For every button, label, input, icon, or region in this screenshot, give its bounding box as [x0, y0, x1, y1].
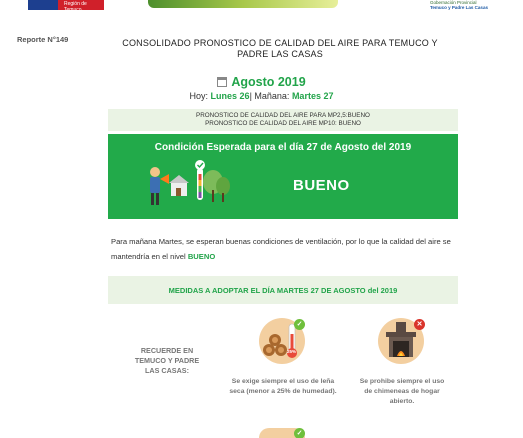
government-logo — [28, 0, 104, 13]
humidity-label: 25% — [287, 349, 297, 354]
measures-header: MEDIDAS A ADOPTAR EL DÍA MARTES 27 DE AGOSTO del 2019 — [108, 276, 458, 304]
forecast-summary-box — [108, 109, 458, 131]
header-banner — [148, 0, 338, 8]
check-icon: ✓ — [294, 319, 305, 330]
forecast-paragraph — [111, 234, 461, 264]
tomorrow-value: Martes 27 — [291, 91, 334, 101]
today-value: Lunes 26 — [210, 91, 250, 101]
recuerde-label: RECUERDE EN TEMUCO Y PADRE LAS CASAS: — [134, 346, 200, 375]
org-line-2: Temuco y Padre Las Casas — [430, 5, 488, 10]
condition-value: BUENO — [293, 177, 350, 194]
government-label: Región de Temuco — [64, 1, 87, 13]
today-prefix: Hoy: — [189, 91, 211, 101]
prohibited-icon: ✕ — [414, 319, 425, 330]
month-label: Agosto 2019 — [231, 75, 306, 89]
fireplace-caption: Se prohibe siempre el uso de chimeneas de hogar abierto. — [359, 378, 445, 405]
month-heading — [0, 75, 523, 89]
organization-label — [430, 0, 488, 10]
firewood-caption: Se exige siempre el uso de leña seca (menor a 25% de humedad). — [229, 378, 337, 395]
paragraph-text: Para mañana Martes, se esperan buenas condiciones de ventilación, por lo que la calidad del aire se mantendría en el nivel — [111, 237, 451, 261]
forecast-mp10: PRONOSTICO DE CALIDAD DEL AIRE MP10: BUENO — [205, 120, 361, 127]
calendar-icon — [217, 77, 227, 87]
condition-title: Condición Esperada para el día 27 de Agosto del 2019 — [154, 142, 412, 153]
air-quality-illustration-icon — [141, 160, 231, 208]
forecast-mp25: PRONOSTICO DE CALIDAD DEL AIRE PARA MP2,5:BUENO — [196, 112, 370, 119]
report-title: CONSOLIDADO PRONOSTICO DE CALIDAD DEL AIRE PARA TEMUCO Y PADRE LAS CASAS — [122, 38, 438, 59]
org-line-1: Gobernación Provincial — [430, 0, 477, 5]
tomorrow-prefix: | Mañana: — [249, 91, 292, 101]
condition-panel — [108, 134, 458, 219]
header-strip — [0, 0, 523, 12]
check-icon-next: ✓ — [294, 428, 305, 438]
report-number: Reporte N°149 — [17, 35, 69, 44]
paragraph-highlight: BUENO — [187, 252, 216, 261]
days-line — [0, 91, 523, 101]
